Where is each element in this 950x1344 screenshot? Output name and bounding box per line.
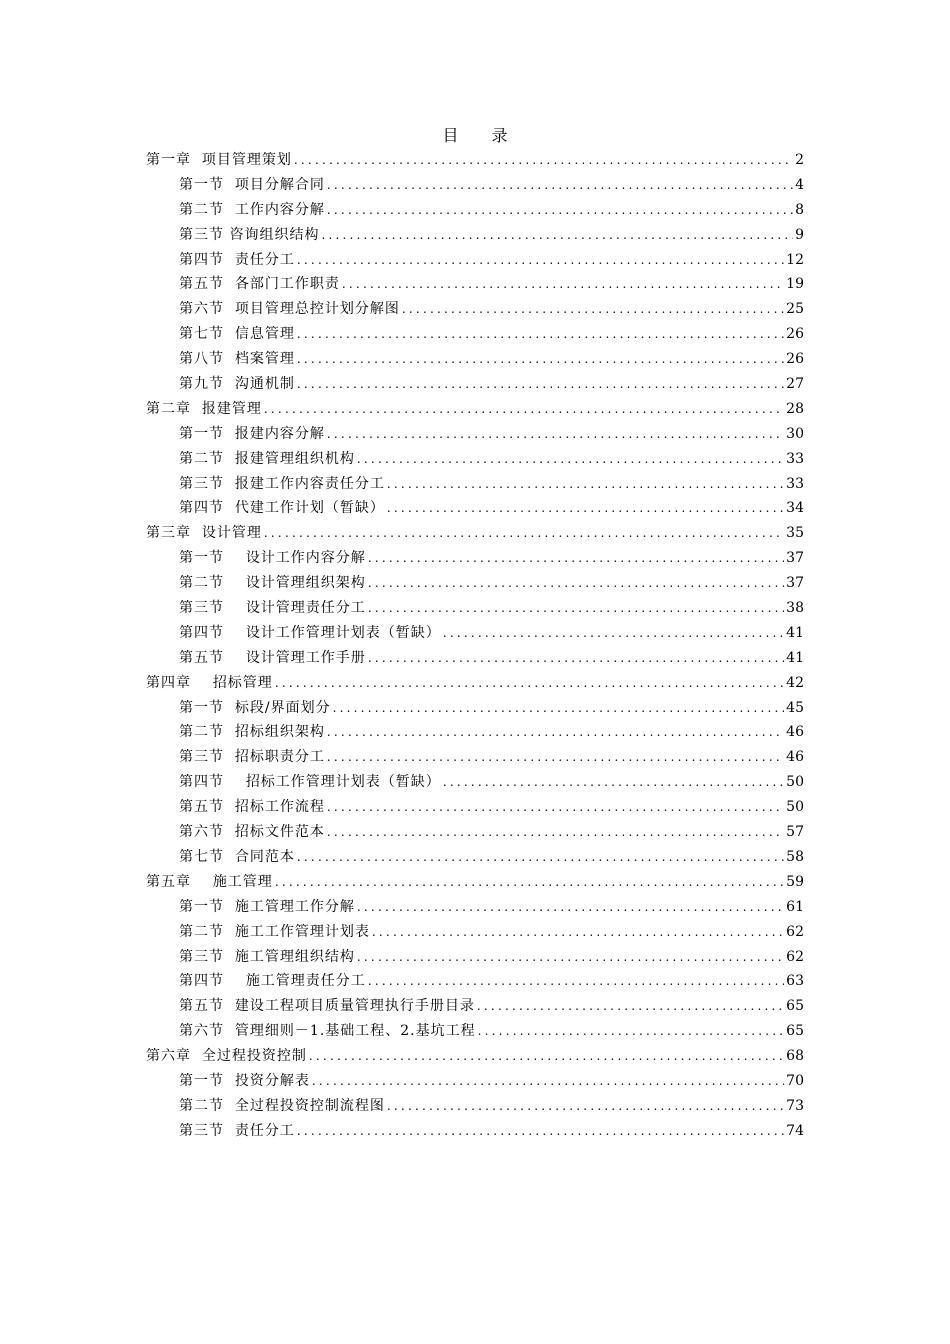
toc-section-entry[interactable]: [146, 820, 804, 845]
toc-dot-leader: [327, 720, 784, 745]
toc-section-entry[interactable]: [146, 422, 804, 447]
toc-dot-leader: [264, 521, 784, 546]
toc-dot-leader: [294, 148, 793, 173]
toc-entry-gap: [224, 994, 235, 1019]
toc-entry-label: 第二节: [179, 575, 224, 592]
toc-entry-label: 第五节: [179, 998, 224, 1015]
toc-entry-label: 第一节: [179, 550, 224, 567]
toc-entry-label: 第五节: [179, 799, 224, 816]
toc-entry-text: 合同范本: [234, 848, 295, 865]
toc-entry-label: 第一章: [146, 152, 191, 168]
toc-section-entry[interactable]: [146, 596, 804, 621]
toc-dot-leader: [327, 173, 793, 198]
toc-section-entry[interactable]: [146, 646, 804, 671]
toc-section-entry[interactable]: [146, 945, 804, 970]
toc-entry-label: 第二节: [179, 201, 224, 218]
toc-entry-text: 代建工作计划（暂缺）: [234, 500, 385, 517]
toc-title: 目 录: [442, 126, 522, 145]
toc-dot-leader: [477, 994, 784, 1019]
toc-entry-gap: [191, 397, 202, 422]
toc-dot-leader: [297, 322, 784, 347]
toc-entry-text: 招标工作流程: [234, 799, 325, 816]
toc-section-entry[interactable]: [146, 1019, 804, 1044]
toc-chapter-entry[interactable]: [146, 671, 804, 696]
toc-entry-text: 施工管理: [212, 873, 273, 890]
toc-entry-gap: [224, 1094, 235, 1119]
toc-entry-text: 工作内容分解: [234, 201, 325, 218]
toc-dot-leader: [297, 1119, 784, 1144]
toc-entry-gap: [224, 920, 235, 945]
toc-entry-label: 第三节: [179, 226, 224, 243]
toc-entry-text: 建设工程项目质量管理执行手册目录: [234, 998, 475, 1015]
toc-entry-label: 第二节: [179, 724, 224, 741]
toc-entry-label: 第三节: [179, 749, 224, 766]
toc-page-number: 42: [786, 674, 804, 691]
toc-entry-label: 第一节: [179, 898, 224, 915]
toc-entry-gap: [224, 272, 235, 297]
toc-entry-label: 第六节: [179, 1023, 224, 1040]
toc-entry-text: 招标组织架构: [234, 724, 325, 741]
toc-chapter-entry[interactable]: [146, 1044, 804, 1069]
toc-page-number: 65: [786, 998, 804, 1015]
toc-entry-text: 报建管理组织机构: [234, 450, 355, 467]
toc-entry-gap: [224, 745, 235, 770]
toc-entry-text: 招标文件范本: [234, 824, 325, 841]
toc-dot-leader: [368, 646, 784, 671]
toc-entry-label: 第三节: [179, 1122, 224, 1139]
toc-entry-text: 沟通机制: [234, 376, 295, 393]
toc-entry-gap: [224, 895, 235, 920]
toc-dot-leader: [357, 945, 784, 970]
toc-page-number: 73: [786, 1097, 804, 1114]
toc-entry-label: 第五节: [179, 649, 224, 666]
toc-section-entry[interactable]: [146, 621, 804, 646]
toc-section-entry[interactable]: [146, 472, 804, 497]
toc-page-number: 41: [786, 624, 804, 641]
toc-dot-leader: [368, 969, 784, 994]
toc-dot-leader: [309, 1044, 784, 1069]
toc-section-entry[interactable]: [146, 173, 804, 198]
toc-list: [146, 148, 804, 1144]
toc-entry-gap: [224, 945, 235, 970]
toc-dot-leader: [357, 447, 784, 472]
toc-page-number: 12: [786, 251, 804, 268]
toc-entry-label: 第四节: [179, 251, 224, 268]
toc-page-number: 61: [786, 898, 804, 915]
toc-entry-text: 招标工作管理计划表（暂缺）: [245, 774, 441, 791]
toc-page-number: 57: [786, 824, 804, 841]
toc-dot-leader: [387, 1094, 784, 1119]
toc-section-entry[interactable]: [146, 546, 804, 571]
toc-entry-text: 项目管理策划: [201, 152, 292, 168]
toc-dot-leader: [443, 770, 784, 795]
toc-entry-label: 第一节: [179, 699, 224, 716]
toc-entry-gap: [224, 372, 235, 397]
toc-entry-text: 招标职责分工: [234, 749, 325, 766]
toc-entry-label: 第二节: [179, 450, 224, 467]
toc-entry-gap: [224, 546, 246, 571]
toc-entry-gap: [224, 248, 235, 273]
toc-entry-text: 报建管理: [201, 400, 262, 417]
toc-entry-label: 第三章: [146, 525, 191, 542]
toc-page-number: 68: [786, 1048, 804, 1065]
toc-entry-label: 第一节: [179, 425, 224, 442]
toc-chapter-entry[interactable]: [146, 521, 804, 546]
toc-entry-text: 责任分工: [234, 251, 295, 268]
toc-entry-text: 施工管理工作分解: [234, 898, 355, 915]
toc-page-number: 8: [795, 201, 804, 218]
toc-entry-gap: [191, 148, 202, 173]
toc-entry-text: 项目管理总控计划分解图: [234, 301, 400, 318]
toc-entry-gap: [191, 870, 213, 895]
toc-dot-leader: [333, 696, 785, 721]
toc-section-entry[interactable]: [146, 198, 804, 223]
toc-entry-label: 第七节: [179, 848, 224, 865]
toc-entry-text: 设计管理工作手册: [245, 649, 366, 666]
toc-dot-leader: [297, 347, 784, 372]
toc-page-number: 26: [786, 351, 804, 368]
toc-section-entry[interactable]: [146, 223, 804, 248]
toc-entry-text: 设计管理: [201, 525, 262, 542]
toc-dot-leader: [443, 621, 784, 646]
toc-dot-leader: [387, 472, 784, 497]
toc-page-number: 45: [786, 699, 804, 716]
toc-entry-text: 咨询组织结构: [229, 226, 320, 243]
toc-entry-label: 第七节: [179, 326, 224, 343]
toc-entry-gap: [224, 596, 246, 621]
toc-dot-leader: [264, 397, 784, 422]
toc-entry-gap: [224, 795, 235, 820]
toc-section-entry[interactable]: [146, 969, 804, 994]
toc-entry-gap: [224, 173, 235, 198]
toc-entry-label: 第三节: [179, 948, 224, 965]
toc-page-number: 46: [786, 724, 804, 741]
toc-entry-gap: [191, 1044, 202, 1069]
toc-page-number: 41: [786, 649, 804, 666]
toc-entry-gap: [224, 845, 235, 870]
toc-section-entry[interactable]: [146, 696, 804, 721]
toc-dot-leader: [327, 422, 784, 447]
toc-page-number: 62: [786, 923, 804, 940]
toc-entry-text: 信息管理: [234, 326, 295, 343]
toc-entry-text: 招标管理: [212, 674, 273, 691]
toc-entry-text: 施工管理责任分工: [245, 973, 366, 990]
toc-entry-gap: [224, 969, 246, 994]
toc-entry-gap: [224, 472, 235, 497]
toc-dot-leader: [372, 920, 784, 945]
toc-chapter-entry[interactable]: [146, 397, 804, 422]
toc-section-entry[interactable]: [146, 496, 804, 521]
toc-section-entry[interactable]: [146, 895, 804, 920]
toc-page-number: 63: [786, 973, 804, 990]
toc-page-number: 38: [786, 600, 804, 617]
toc-entry-gap: [224, 297, 235, 322]
toc-page-number: 30: [786, 425, 804, 442]
toc-entry-label: 第五节: [179, 276, 224, 293]
toc-dot-leader: [321, 223, 793, 248]
toc-entry-label: 第二节: [179, 923, 224, 940]
toc-entry-label: 第六节: [179, 824, 224, 841]
toc-entry-label: 第三节: [179, 600, 224, 617]
toc-entry-gap: [224, 621, 246, 646]
toc-entry-text: 设计管理责任分工: [245, 600, 366, 617]
toc-dot-leader: [327, 795, 784, 820]
toc-page-number: 2: [795, 152, 804, 168]
toc-entry-label: 第九节: [179, 376, 224, 393]
toc-entry-gap: [224, 1069, 235, 1094]
toc-page-number: 28: [786, 400, 804, 417]
toc-page-number: 33: [786, 450, 804, 467]
toc-page-number: 50: [786, 799, 804, 816]
toc-section-entry[interactable]: [146, 1119, 804, 1144]
toc-section-entry[interactable]: [146, 447, 804, 472]
toc-entry-label: 第四节: [179, 774, 224, 791]
toc-page-number: 50: [786, 774, 804, 791]
toc-entry-gap: [191, 671, 213, 696]
toc-section-entry[interactable]: [146, 994, 804, 1019]
toc-page-number: 4: [795, 176, 804, 193]
toc-section-entry[interactable]: [146, 571, 804, 596]
toc-entry-label: 第四节: [179, 624, 224, 641]
toc-entry-text: 标段/界面划分: [234, 699, 331, 716]
toc-section-entry[interactable]: [146, 795, 804, 820]
toc-entry-label: 第三节: [179, 475, 224, 492]
toc-section-entry[interactable]: [146, 372, 804, 397]
toc-page-number: 34: [786, 500, 804, 517]
toc-page-number: 27: [786, 376, 804, 393]
toc-entry-label: 第四节: [179, 973, 224, 990]
toc-page-number: 62: [786, 948, 804, 965]
toc-entry-label: 第二章: [146, 400, 191, 417]
toc-section-entry[interactable]: [146, 322, 804, 347]
toc-entry-label: 第六节: [179, 301, 224, 318]
toc-section-entry[interactable]: [146, 347, 804, 372]
toc-section-entry[interactable]: [146, 1069, 804, 1094]
toc-entry-label: 第四章: [146, 674, 191, 691]
toc-section-entry[interactable]: [146, 272, 804, 297]
toc-entry-gap: [224, 770, 246, 795]
toc-entry-text: 施工工作管理计划表: [234, 923, 370, 940]
toc-page-number: 70: [786, 1072, 804, 1089]
toc-page-number: 37: [786, 550, 804, 567]
toc-entry-gap: [224, 720, 235, 745]
toc-entry-gap: [224, 820, 235, 845]
toc-dot-leader: [297, 248, 784, 273]
toc-section-entry[interactable]: [146, 770, 804, 795]
toc-page-number: 33: [786, 475, 804, 492]
toc-entry-label: 第四节: [179, 500, 224, 517]
toc-dot-leader: [368, 546, 784, 571]
toc-dot-leader: [297, 845, 784, 870]
toc-entry-label: 第五章: [146, 873, 191, 890]
toc-entry-gap: [191, 521, 202, 546]
toc-entry-gap: [224, 696, 235, 721]
toc-dot-leader: [327, 820, 784, 845]
toc-entry-gap: [224, 422, 235, 447]
toc-entry-text: 档案管理: [234, 351, 295, 368]
toc-entry-gap: [224, 1019, 235, 1044]
toc-entry-gap: [224, 347, 235, 372]
toc-dot-leader: [368, 571, 784, 596]
toc-section-entry[interactable]: [146, 745, 804, 770]
toc-section-entry[interactable]: [146, 297, 804, 322]
toc-entry-gap: [224, 198, 235, 223]
toc-page-number: 9: [795, 226, 804, 243]
toc-dot-leader: [342, 272, 784, 297]
toc-dot-leader: [327, 745, 784, 770]
toc-entry-gap: [224, 496, 235, 521]
toc-entry-text: 投资分解表: [234, 1072, 310, 1089]
toc-entry-text: 各部门工作职责: [234, 276, 340, 293]
toc-dot-leader: [478, 1019, 785, 1044]
toc-entry-text: 报建工作内容责任分工: [234, 475, 385, 492]
toc-entry-text: 项目分解合同: [234, 176, 325, 193]
toc-entry-label: 第八节: [179, 351, 224, 368]
toc-entry-gap: [224, 1119, 235, 1144]
toc-entry-label: 第一节: [179, 176, 224, 193]
toc-page-number: 65: [786, 1023, 804, 1040]
toc-page-number: 58: [786, 848, 804, 865]
toc-entry-label: 第一节: [179, 1072, 224, 1089]
toc-entry-text: 设计工作管理计划表（暂缺）: [245, 624, 441, 641]
toc-entry-text: 设计工作内容分解: [245, 550, 366, 567]
toc-section-entry[interactable]: [146, 248, 804, 273]
toc-entry-text: 管理细则－1.基础工程、2.基坑工程: [234, 1023, 476, 1040]
toc-entry-gap: [224, 646, 246, 671]
toc-dot-leader: [312, 1069, 784, 1094]
toc-entry-label: 第六章: [146, 1048, 191, 1065]
toc-dot-leader: [297, 372, 784, 397]
toc-entry-text: 报建内容分解: [234, 425, 325, 442]
toc-entry-text: 全过程投资控制: [201, 1048, 307, 1065]
toc-page-number: 46: [786, 749, 804, 766]
toc-page-number: 26: [786, 326, 804, 343]
toc-page-number: 74: [786, 1122, 804, 1139]
toc-dot-leader: [357, 895, 784, 920]
toc-dot-leader: [275, 870, 784, 895]
toc-entry-gap: [224, 447, 235, 472]
toc-entry-text: 施工管理组织结构: [234, 948, 355, 965]
toc-section-entry[interactable]: [146, 720, 804, 745]
toc-section-entry[interactable]: [146, 845, 804, 870]
toc-dot-leader: [402, 297, 784, 322]
toc-dot-leader: [327, 198, 793, 223]
toc-page-number: 37: [786, 575, 804, 592]
toc-chapter-entry[interactable]: [146, 870, 804, 895]
toc-section-entry[interactable]: [146, 920, 804, 945]
toc-entry-text: 设计管理组织架构: [245, 575, 366, 592]
toc-page-number: 59: [786, 873, 804, 890]
toc-page-number: 19: [786, 276, 804, 293]
toc-page-number: 25: [786, 301, 804, 318]
toc-page-number: 35: [786, 525, 804, 542]
toc-entry-gap: [224, 571, 246, 596]
toc-section-entry[interactable]: [146, 1094, 804, 1119]
toc-chapter-entry[interactable]: [146, 148, 804, 173]
toc-entry-gap: [224, 322, 235, 347]
toc-dot-leader: [387, 496, 784, 521]
toc-entry-text: 全过程投资控制流程图: [234, 1097, 385, 1114]
toc-dot-leader: [368, 596, 784, 621]
toc-entry-label: 第二节: [179, 1097, 224, 1114]
toc-dot-leader: [275, 671, 784, 696]
toc-entry-text: 责任分工: [234, 1122, 295, 1139]
